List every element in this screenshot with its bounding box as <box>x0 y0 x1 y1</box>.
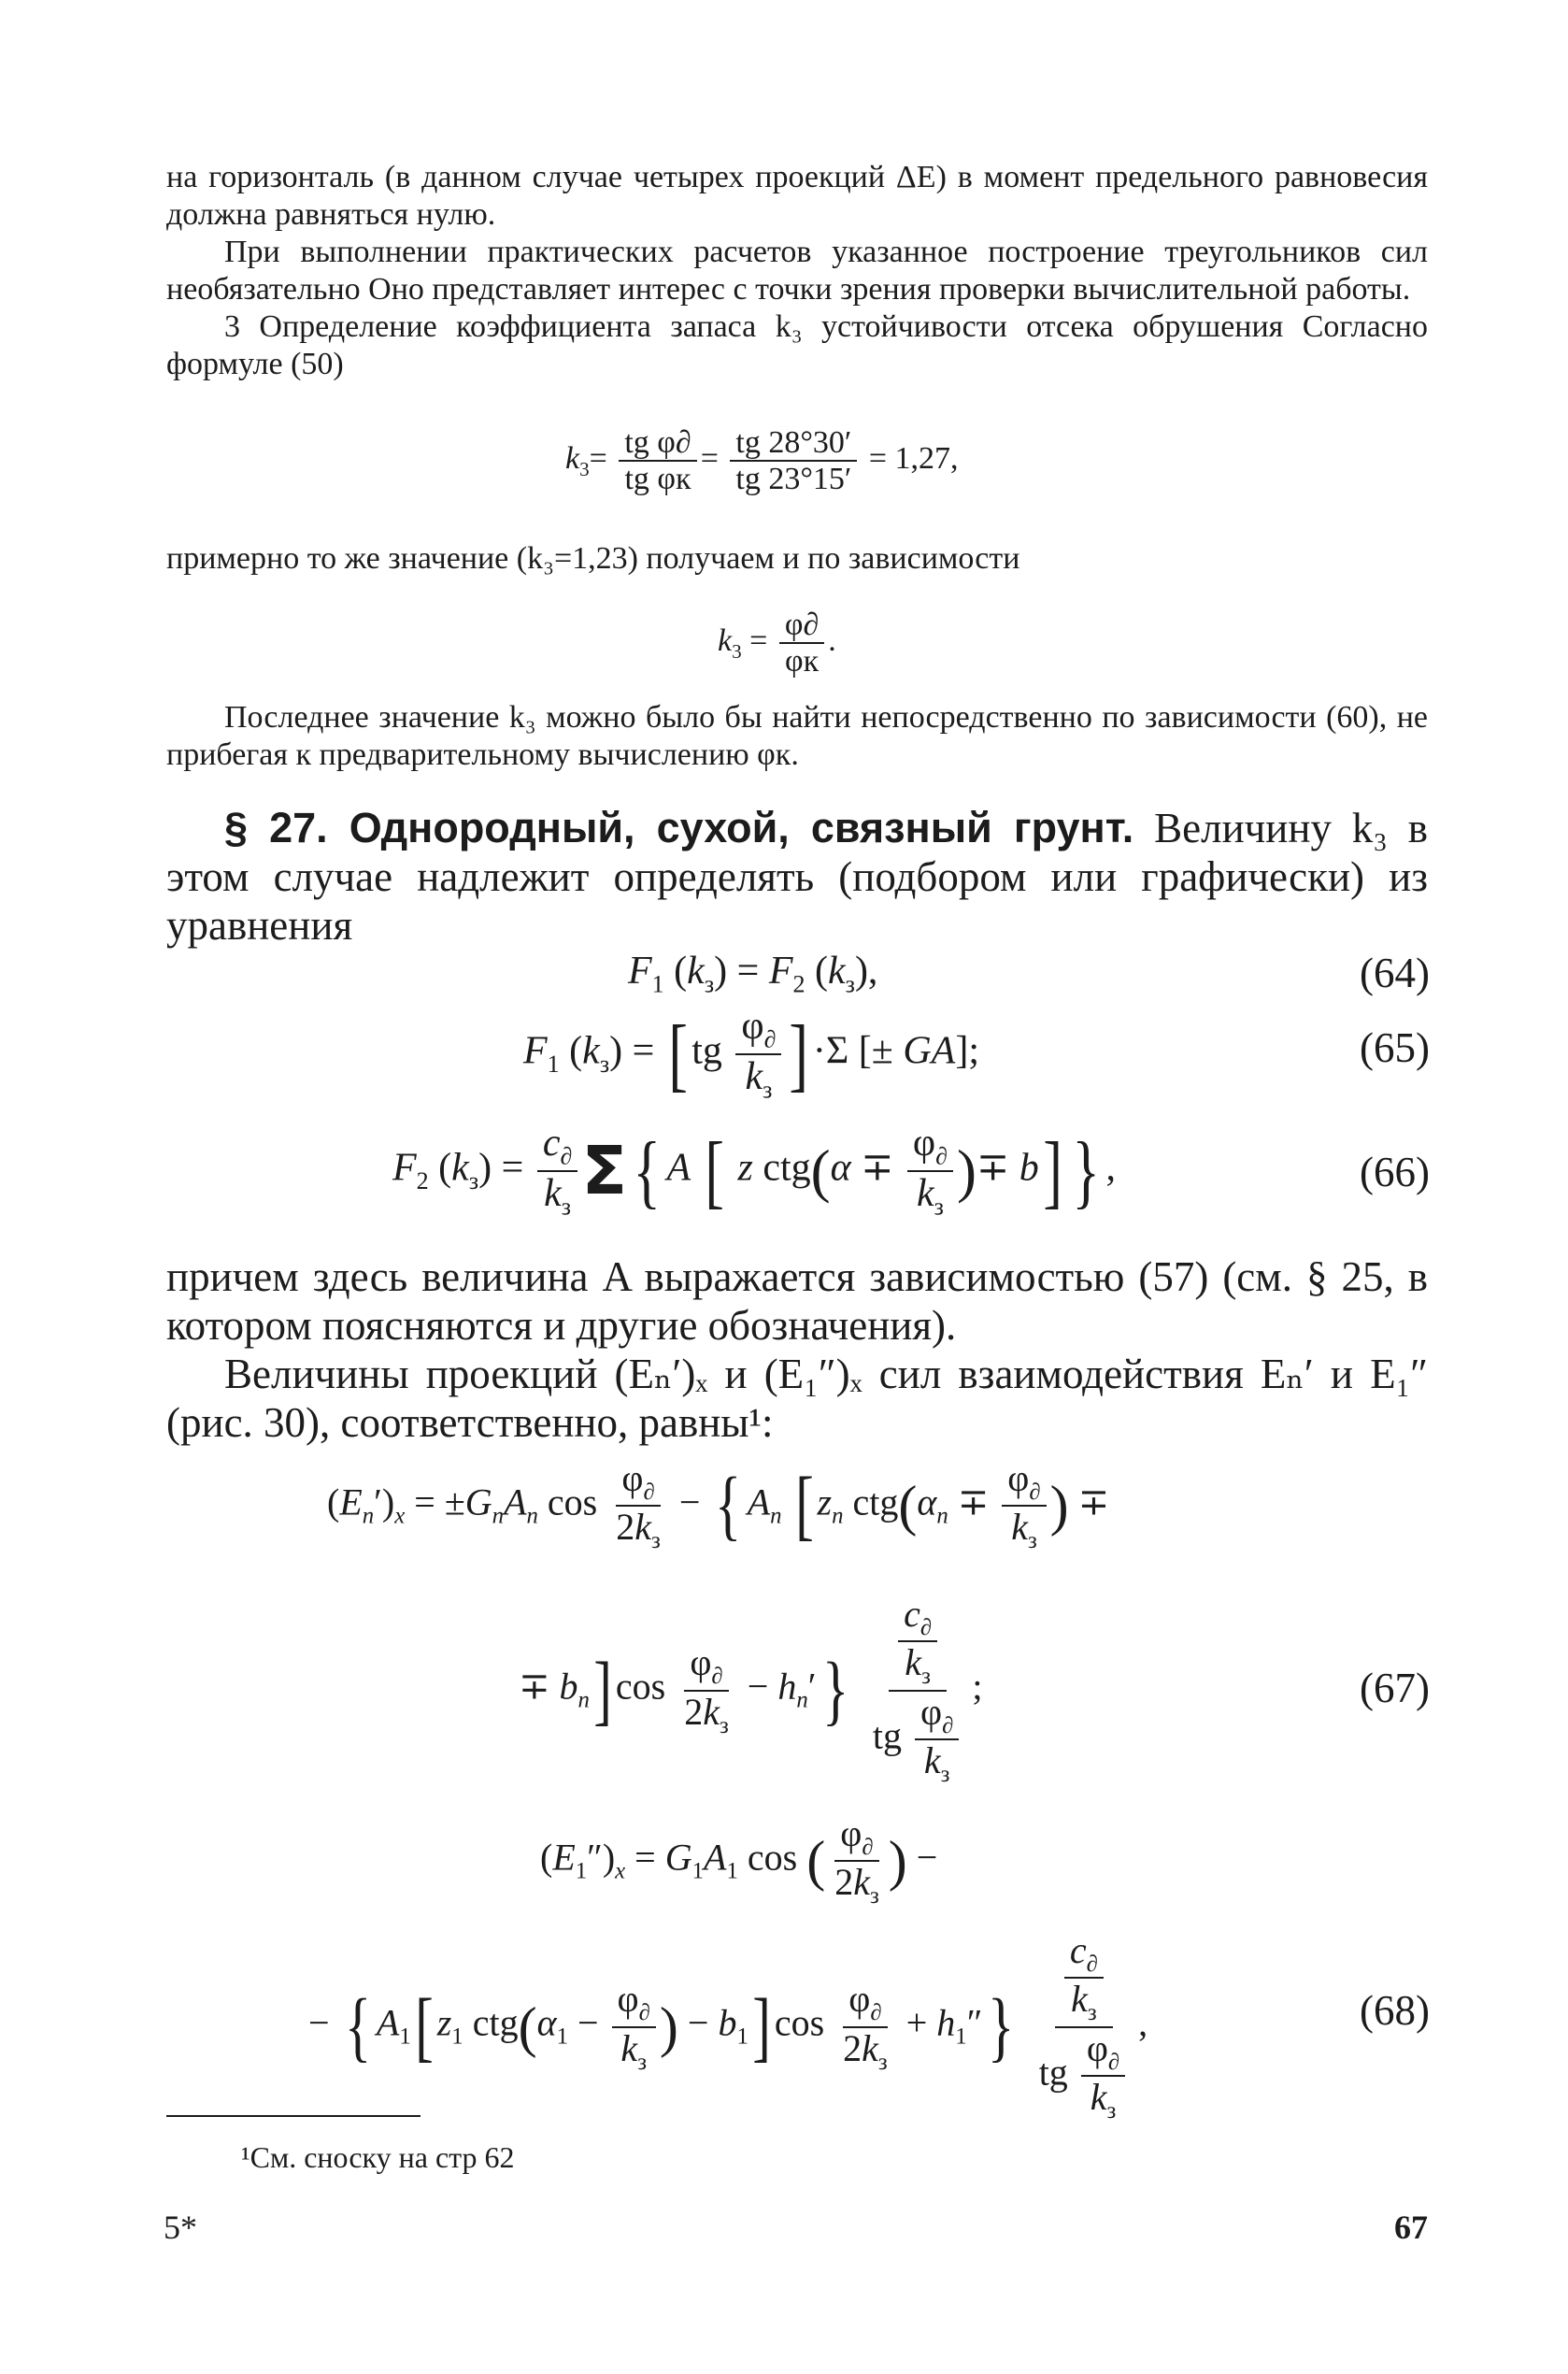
page-number: 67 <box>1394 2209 1428 2246</box>
paragraph-8: Величины проекций (Eₙ′)ₓ и (E₁″)ₓ сил взаимодействия Eₙ′ и E₁″ (рис. 30), соответственно, равны¹: <box>166 1351 1428 1446</box>
eq-fraction-numerator: tg φ∂ <box>619 425 696 462</box>
footnote-rule <box>166 2115 421 2117</box>
eq-fraction-numerator: tg 28°30′ <box>730 425 857 462</box>
equation-68-line-2: − { $A_1$[ $z_1$ $ctg(\alpha_1$ − $\frac{\varphi_\partial}{k_з}$ ) − $b_1$] cos $\frac{\varphi_\partial}{2k_з}$ + $h_1''$} $\frac{c_\partial}{k_з}$ tg $\frac{\varphi_\partial}{k_з}$ , <box>308 1929 1148 2124</box>
equation-number-66: (66) <box>1360 1149 1430 1195</box>
eq-result: = 1,27, <box>868 441 959 477</box>
equation-number-68: (68) <box>1360 1987 1430 2034</box>
paragraph-4: примерно то же значение (k₃=1,23) получаем и по зависимости <box>166 541 1020 576</box>
section-heading-spaced: 3 Определение коэффициента запаса k₃ устойчивости отсека обрушения Согласно формуле (50) <box>166 309 1428 381</box>
equation-number-67: (67) <box>1360 1665 1430 1711</box>
paragraph-block-5 <box>166 1252 1428 1447</box>
paragraph-block-4 <box>166 804 1428 950</box>
paragraph-7: причем здесь величина A выражается зависимостью (57) (см. § 25, в котором поясняются и другие обозначения). <box>166 1253 1428 1349</box>
paragraph-2: При выполнении практических расчетов указанное построение треугольников сил необязательно Оно представляет интерес с точки зрения проверки вычислительной работы. <box>166 235 1428 307</box>
equation-64: $F_1$ $(k_з) = F_2$ $(k_з)$, <box>628 950 878 998</box>
equation-67-line-2: ∓ $b_n$] cos $\frac{\varphi_\partial}{2k_з}$ − $h_n'$} $\frac{c_\partial}{k_з}$ tg $\frac{\varphi_\partial}{k_з}$ ; <box>519 1593 983 1787</box>
paragraph-1: на горизонталь (в данном случае четырех проекций ΔE) в момент предельного равновесия должна равняться нулю. <box>166 160 1428 232</box>
eq-fraction-numerator: φ∂ <box>779 608 824 644</box>
paragraph-block-1 <box>166 159 1428 383</box>
equation-number-64: (64) <box>1360 950 1430 996</box>
paragraph-3 <box>166 308 1428 383</box>
equation-k3-ratio: $k_3$ = $\frac{\varphi\partial}{\varphi к}$ . <box>718 608 836 679</box>
section-text: Величину k₃ в этом случае надлежит определять (подбором или графически) из уравнения <box>166 805 1428 949</box>
equation-68-line-1: $(E_1'')_x = G_1A_1$ cos ( $\frac{\varphi_\partial}{2k_з}$ ) − <box>540 1812 938 1909</box>
paragraph-section-27 <box>166 804 1428 950</box>
equation-66: $F_2$ $(k_з)$ = $\frac{c_\partial}{k_з}$ Σ{ A [ z ctg(α ∓ $\frac{\varphi_\partial}{k_з}$ )∓ b] } , <box>392 1122 1116 1221</box>
eq-fraction-denominator: tg 23°15′ <box>735 462 852 497</box>
equation-65: $F_1$ $(k_з)$ = [ tg $\frac{\varphi_\partial}{k_з}$ ] ·Σ [± GA]; <box>523 1005 979 1104</box>
eq-fraction-denominator: tg φк <box>624 462 691 497</box>
equation-number-65: (65) <box>1360 1024 1430 1071</box>
footnote: ¹См. сноску на стр 62 <box>241 2140 515 2174</box>
paragraph-block-3 <box>166 699 1428 774</box>
equation-k3-tangent: $k_3=$ $\frac{\text{tg φ∂}}{\text{tg φк}}$ = $\frac{tg 28^\circ 30'}{tg 23^\circ 15'}$ = 1,27, <box>565 425 959 497</box>
paragraph-block-2 <box>166 540 1428 578</box>
eq-fraction-denominator: φк <box>784 644 820 679</box>
paragraph-5: Последнее значение k₃ можно было бы найти непосредственно по зависимости (60), не прибегая к предварительному вычислению φк. <box>166 700 1428 772</box>
signature-mark: 5* <box>164 2209 197 2246</box>
section-heading: § 27. Однородный, сухой, связный грунт. <box>224 804 1134 851</box>
equation-67-line-1: $(E_n')_x = \pm G_nA_n$ cos $\frac{\varphi_\partial}{2k_з}$ − { $A_n$ [ $z_n$ $ctg(\alpha_n$ ∓ $\frac{\varphi_\partial}{k_з}$ ) ∓ <box>327 1457 1110 1554</box>
